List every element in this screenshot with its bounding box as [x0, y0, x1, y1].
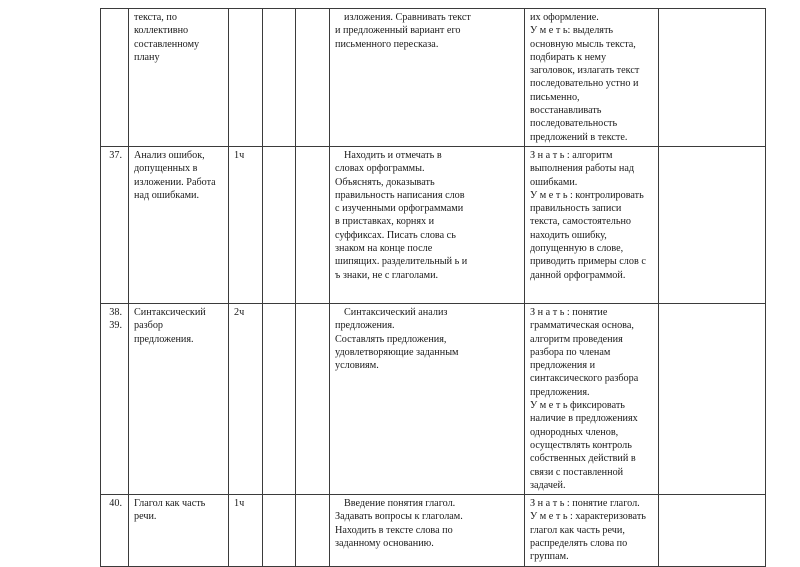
- text-line: последовательно устно и: [530, 78, 639, 90]
- text-line: глагол как часть речи,: [530, 524, 625, 536]
- text-line: условиям.: [335, 360, 379, 372]
- cell-planned-results: [525, 495, 659, 566]
- text-line: собственных действий в: [530, 453, 636, 465]
- text-line: подбирать к нему: [530, 51, 607, 63]
- text-line: допущенную в слове,: [530, 243, 624, 255]
- cell-planned-results: [525, 303, 659, 494]
- cell-notes: [659, 146, 766, 303]
- cell-notes: [659, 303, 766, 494]
- text-line: основную мысль текста,: [530, 38, 636, 50]
- text-line: наличие в предложениях: [530, 413, 638, 425]
- cell-activity-text: [335, 306, 520, 372]
- cell-topic-text: [134, 497, 224, 524]
- table-row: [101, 495, 766, 566]
- text-line: разбор предложения.: [134, 320, 194, 345]
- text-line: заголовок, излагать текст: [530, 65, 640, 77]
- cell-date-planned: [263, 303, 296, 494]
- text-line: правильность записи: [530, 203, 622, 215]
- text-line: текста, по: [134, 12, 177, 23]
- cell-topic: [129, 146, 229, 303]
- text-line: разбора по членам: [530, 346, 611, 358]
- text-line: предложений в тексте.: [530, 131, 628, 143]
- text-line: изложении. Работа: [134, 176, 216, 188]
- cell-lesson-number: [101, 9, 129, 147]
- text-line: правильность написания слов: [335, 189, 465, 201]
- cell-notes: [659, 495, 766, 566]
- cell-hours: 1ч: [229, 495, 263, 566]
- cell-date-actual: [296, 303, 330, 494]
- cell-activity-text: [335, 149, 520, 282]
- lesson-number: 39.: [109, 320, 122, 332]
- table-row: [101, 9, 766, 147]
- text-line: З н а т ь : понятие глагол.: [530, 498, 640, 510]
- text-line: Введение понятия глагол.: [344, 498, 456, 510]
- lesson-number: 37.: [109, 149, 122, 161]
- text-line: З н а т ь : алгоритм: [530, 149, 613, 161]
- text-line: Задавать вопросы к глаголам.: [335, 511, 463, 523]
- cell-date-actual: [296, 9, 330, 147]
- cell-planned-results-text: [530, 11, 654, 144]
- lesson-plan-table: [100, 8, 766, 567]
- text-line: их оформление.: [530, 12, 599, 23]
- text-line: коллективно: [134, 25, 189, 37]
- text-line: выполнения работы над: [530, 163, 635, 175]
- text-line: однородных членов,: [530, 426, 619, 438]
- text-line: и предложенный вариант его: [335, 25, 461, 37]
- lesson-number: 40.: [109, 498, 122, 510]
- text-line: над ошибками.: [134, 189, 200, 201]
- cell-notes: [659, 9, 766, 147]
- text-line: У м е т ь : характеризовать: [530, 511, 646, 523]
- text-line: словах орфограммы.: [335, 163, 425, 175]
- text-line: У м е т ь: выделять: [530, 25, 614, 37]
- text-line: У м е т ь : контролировать: [530, 189, 644, 201]
- text-line: суффиксах. Писать слова сь: [335, 229, 456, 241]
- cell-hours: 2ч: [229, 303, 263, 494]
- text-line: Объяснять, доказывать: [335, 176, 435, 188]
- table-body: [101, 9, 766, 567]
- text-line: ъ знаки, не с глаголами.: [335, 269, 439, 281]
- cell-topic: [129, 303, 229, 494]
- text-line: текста, самостоятельно: [530, 216, 632, 228]
- cell-date-actual: [296, 146, 330, 303]
- cell-hours: 1ч: [229, 146, 263, 303]
- lesson-number: 38.: [109, 306, 122, 318]
- text-line: Находить в тексте слова по: [335, 524, 453, 536]
- cell-date-planned: [263, 9, 296, 147]
- text-line: предложения.: [335, 320, 395, 332]
- cell-activity-text: [335, 11, 520, 51]
- cell-activity-text: [335, 497, 520, 550]
- cell-topic-text: [134, 11, 224, 64]
- text-line: грамматическая основа,: [530, 320, 634, 332]
- cell-date-actual: [296, 495, 330, 566]
- cell-planned-results: [525, 9, 659, 147]
- text-line: составленному плану: [134, 38, 200, 63]
- table-row: [101, 303, 766, 494]
- text-line: изложения. Сравнивать текст: [344, 12, 471, 23]
- text-line: задачей.: [530, 479, 566, 491]
- cell-activity: [330, 495, 525, 566]
- text-line: Глагол как часть речи.: [134, 498, 206, 523]
- cell-hours: [229, 9, 263, 147]
- cell-lesson-number: [101, 495, 129, 566]
- cell-activity: [330, 9, 525, 147]
- text-line: предложения и: [530, 360, 596, 372]
- cell-topic: [129, 495, 229, 566]
- text-line: находить ошибку,: [530, 229, 607, 241]
- cell-planned-results-text: [530, 497, 654, 563]
- text-line: алгоритм проведения: [530, 333, 623, 345]
- text-line: шипящих. разделительный ь и: [335, 256, 468, 268]
- text-line: приводить примеры слов с: [530, 256, 646, 268]
- cell-topic-text: [134, 149, 224, 202]
- cell-activity: [330, 146, 525, 303]
- text-line: З н а т ь : понятие: [530, 306, 608, 318]
- text-line: осуществлять контроль: [530, 439, 632, 451]
- cell-lesson-number: [101, 303, 129, 494]
- text-line: связи с поставленной: [530, 466, 624, 478]
- text-line: письменно,: [530, 91, 580, 103]
- text-line: в приставках, корнях и: [335, 216, 435, 228]
- text-line: распределять слова по: [530, 538, 628, 550]
- text-line: группам.: [530, 551, 569, 563]
- text-line: Анализ ошибок,: [134, 149, 205, 161]
- cell-lesson-number: [101, 146, 129, 303]
- cell-planned-results-text: [530, 149, 654, 282]
- text-line: удовлетворяющие заданным: [335, 346, 459, 358]
- cell-planned-results-text: [530, 306, 654, 492]
- text-line: Находить и отмечать в: [344, 149, 442, 161]
- text-line: данной орфограммой.: [530, 269, 626, 281]
- text-line: Синтаксический анализ: [344, 306, 448, 318]
- cell-activity: [330, 303, 525, 494]
- text-line: восстанавливать: [530, 105, 602, 117]
- text-line: ошибками.: [530, 176, 578, 188]
- text-line: письменного пересказа.: [335, 38, 439, 50]
- text-line: предложения.: [530, 386, 590, 398]
- cell-topic-text: [134, 306, 224, 346]
- cell-topic: [129, 9, 229, 147]
- text-line: Составлять предложения,: [335, 333, 447, 345]
- text-line: знаком на конце после: [335, 243, 433, 255]
- cell-date-planned: [263, 146, 296, 303]
- text-line: с изученными орфограммами: [335, 203, 464, 215]
- text-line: У м е т ь фиксировать: [530, 400, 625, 412]
- text-line: Синтаксический: [134, 306, 206, 318]
- cell-date-planned: [263, 495, 296, 566]
- text-line: последовательность: [530, 118, 618, 130]
- cell-planned-results: [525, 146, 659, 303]
- text-line: допущенных в: [134, 163, 198, 175]
- text-line: синтаксического разбора: [530, 373, 639, 385]
- table-row: [101, 146, 766, 303]
- text-line: заданному основанию.: [335, 538, 434, 550]
